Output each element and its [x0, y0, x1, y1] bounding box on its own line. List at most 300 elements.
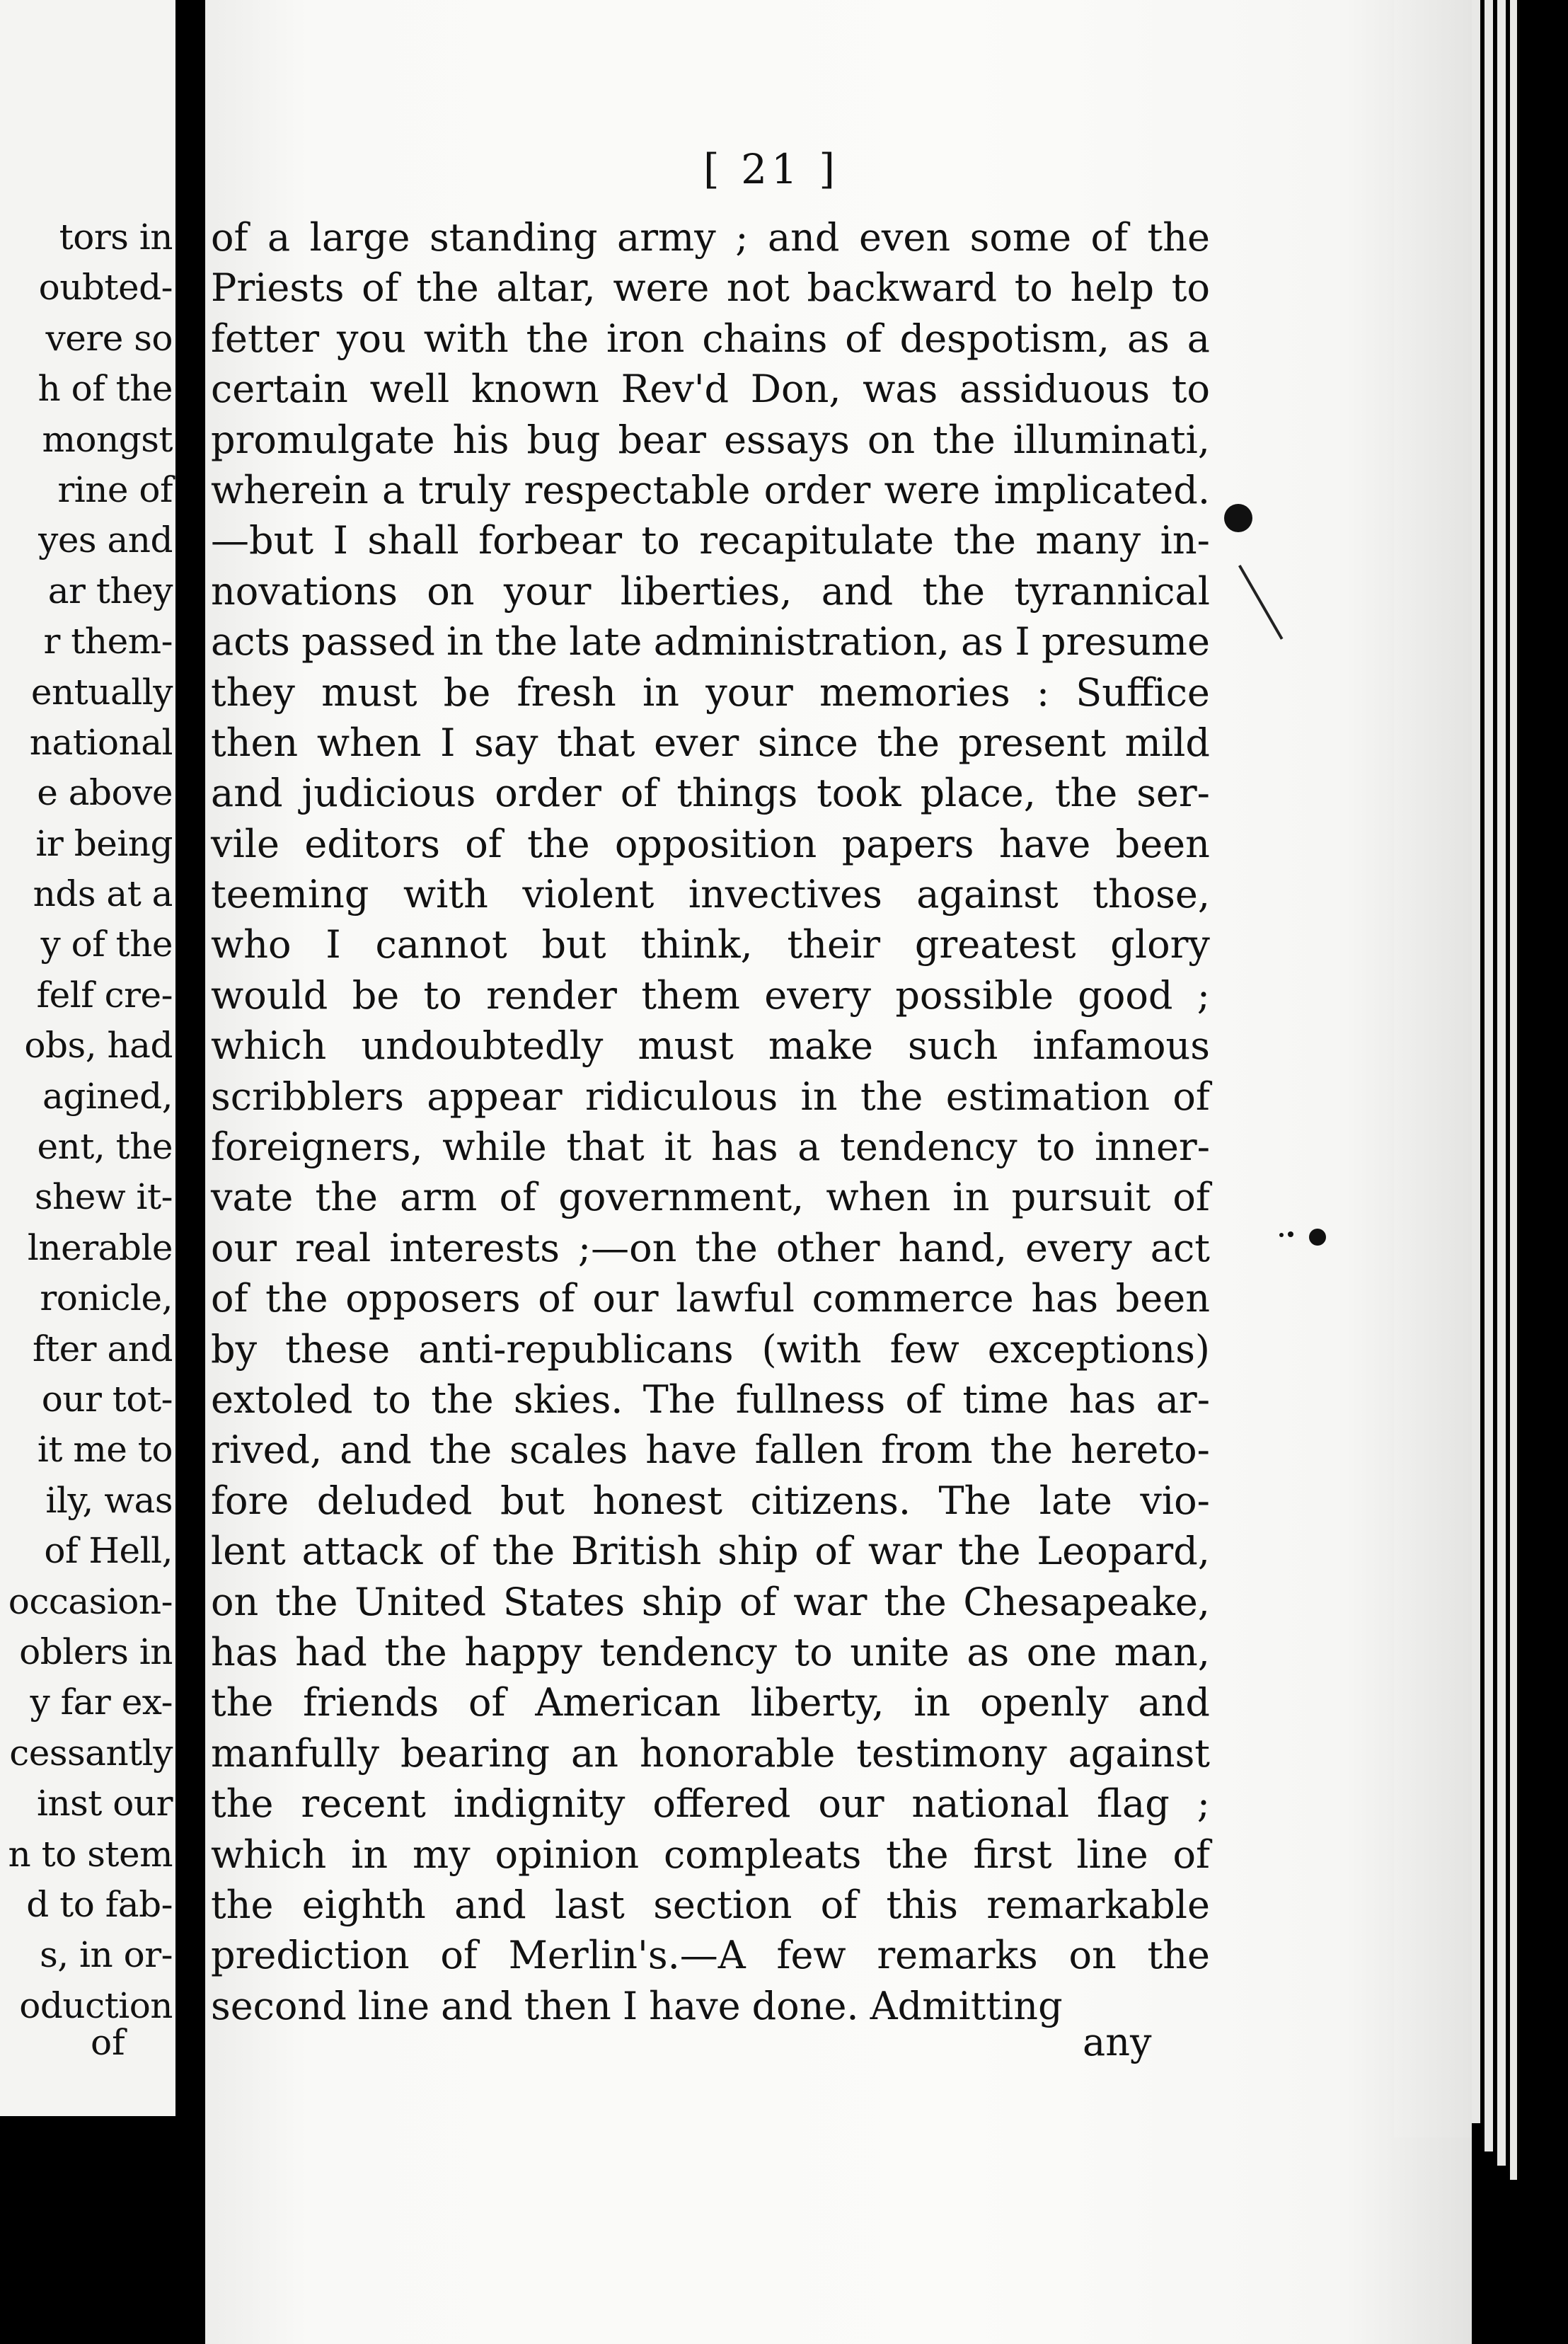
word: which [211, 1832, 327, 1877]
word: violent [522, 872, 655, 917]
word: the [877, 720, 940, 765]
word: in [913, 1680, 951, 1725]
word: they [211, 670, 295, 715]
word: judicious [301, 771, 476, 816]
word: cannot [375, 922, 507, 967]
word: that [557, 720, 635, 765]
word: and [1138, 1680, 1210, 1725]
word: indignity [453, 1781, 626, 1827]
left-page-line: our tot- [41, 1378, 173, 1420]
word: the [416, 265, 479, 311]
word: of [814, 1529, 852, 1574]
word: friends [303, 1680, 439, 1725]
ink-spot [1224, 504, 1252, 532]
word: despotism, [899, 316, 1110, 361]
word: the [211, 1781, 274, 1827]
word: of [465, 821, 502, 866]
word: been [1115, 821, 1210, 866]
word: fullness [735, 1377, 886, 1422]
word: not [726, 265, 790, 311]
word: standing [429, 215, 598, 260]
text-line [205, 1273, 1210, 1323]
left-facing-page [0, 0, 175, 2116]
left-page-line: oduction [19, 1984, 173, 2026]
word: the [492, 1529, 555, 1574]
word: as [1126, 316, 1170, 361]
word: with [403, 872, 488, 917]
left-page-line: rine of [57, 469, 173, 510]
word: (with [761, 1326, 862, 1372]
word: exceptions) [987, 1326, 1210, 1372]
word: Rev'd [621, 367, 730, 412]
word: which [211, 1023, 327, 1069]
word: interests [389, 1225, 560, 1270]
word: things [676, 771, 798, 816]
word: every [1025, 1225, 1132, 1270]
word: army [617, 215, 716, 260]
word: well [369, 367, 450, 412]
word: last [554, 1882, 625, 1927]
word: and [767, 215, 840, 260]
word: has [211, 1629, 278, 1674]
left-page-line: d to fab- [26, 1883, 173, 1925]
word: must [321, 670, 417, 715]
word: war [793, 1579, 867, 1624]
word: in [351, 1832, 388, 1877]
text-line [205, 1425, 1210, 1475]
word: United [354, 1579, 487, 1624]
word: on [427, 568, 475, 614]
word: Priests [211, 265, 345, 311]
left-page-line: e above [37, 772, 173, 814]
main-page [205, 0, 1472, 2344]
left-page-catchword: of [91, 2022, 125, 2063]
text-line [205, 1021, 1210, 1071]
word: to [1037, 1125, 1076, 1170]
text-line [205, 768, 1210, 818]
left-page-line: occasion- [8, 1580, 173, 1622]
word: Suffice [1076, 670, 1210, 715]
word: your [503, 568, 592, 614]
word: government, [558, 1175, 805, 1220]
word: of [1172, 1832, 1210, 1877]
word: opposition [614, 821, 817, 866]
word: but [500, 1478, 565, 1523]
word: prediction [211, 1933, 410, 1978]
word: were [884, 467, 981, 512]
word: large [309, 215, 410, 260]
word: teeming [211, 872, 369, 917]
word: since [757, 720, 858, 765]
word: done. [751, 1983, 859, 2028]
word: your [705, 670, 793, 715]
word: such [907, 1023, 998, 1069]
word: render [486, 972, 617, 1018]
word: of [1172, 1074, 1210, 1119]
word: place, [920, 771, 1036, 816]
word: few [889, 1326, 959, 1372]
word: lent [211, 1529, 286, 1574]
word: truly [418, 467, 511, 512]
word: ship [641, 1579, 723, 1624]
word: undoubtedly [361, 1023, 604, 1069]
text-line [205, 1324, 1210, 1374]
word: one [1026, 1629, 1097, 1674]
word: but [541, 922, 606, 967]
text-line [205, 465, 1210, 515]
word: the [315, 1175, 378, 1220]
main-text-block [205, 212, 1210, 2031]
word: of [468, 1680, 506, 1725]
word: recent [301, 1781, 426, 1827]
text-line [205, 667, 1210, 718]
page-edge-strip [1497, 0, 1506, 2166]
word: line [357, 1983, 430, 2028]
catchword: any [1083, 2020, 1152, 2064]
word: vate [211, 1175, 294, 1220]
word: an [571, 1730, 619, 1776]
word: glory [1110, 922, 1210, 967]
text-line [205, 616, 1210, 667]
left-page-line: tors in [59, 217, 173, 258]
left-page-line: y far ex- [30, 1682, 173, 1723]
word: national [911, 1781, 1070, 1827]
word: of [1172, 1175, 1210, 1220]
word: of [845, 316, 882, 361]
word: the [384, 1629, 447, 1674]
word: certain [211, 367, 348, 412]
word: few [776, 1933, 846, 1978]
word: the [265, 1276, 328, 1321]
word: the [695, 1225, 758, 1270]
word: to [372, 1377, 411, 1422]
word: the [495, 619, 558, 665]
text-line [205, 970, 1210, 1021]
word: with [423, 316, 509, 361]
word: of [820, 1882, 858, 1927]
text-line [205, 1627, 1210, 1677]
word: ship [717, 1529, 799, 1574]
left-page-line: h of the [38, 368, 173, 410]
word: implicated. [993, 467, 1210, 512]
word: the [860, 1074, 923, 1119]
word: presume [1041, 619, 1210, 665]
page-edge-strip [1510, 0, 1517, 2180]
word: have [649, 1983, 741, 2028]
left-page-line: ar they [47, 570, 173, 611]
word: say [474, 720, 538, 765]
word: of [362, 265, 399, 311]
word: the [429, 1427, 492, 1473]
word: openly [980, 1680, 1109, 1725]
left-page-line: r them- [43, 621, 173, 662]
page-edge-strip [1485, 0, 1493, 2151]
word: forbear [478, 518, 623, 563]
word: many [1035, 518, 1141, 563]
word: American [535, 1680, 721, 1725]
word: has [1068, 1377, 1136, 1422]
word: and [454, 1882, 526, 1927]
word: then [524, 1983, 611, 2028]
word: think, [640, 922, 753, 967]
stacked-page-edges [1472, 0, 1568, 2344]
word: when [826, 1175, 931, 1220]
word: vio- [1140, 1478, 1210, 1523]
word: manfully [211, 1730, 379, 1776]
word: administration, [653, 619, 950, 665]
word: the [957, 1529, 1021, 1574]
word: acts [211, 619, 290, 665]
left-page-text [0, 212, 175, 2031]
word: the [922, 568, 985, 614]
word: a [1187, 316, 1210, 361]
word: and [441, 1983, 513, 2028]
left-page-line: cessantly [9, 1732, 173, 1774]
left-page-line: s, in or- [40, 1934, 173, 1976]
word: ever [654, 720, 739, 765]
word: iron [606, 316, 685, 361]
word: deluded [316, 1478, 473, 1523]
word: The [938, 1478, 1012, 1523]
text-line [205, 566, 1210, 616]
word: has [1031, 1276, 1099, 1321]
word: against [916, 872, 1059, 917]
word: backward [807, 265, 998, 311]
word: have [998, 821, 1091, 866]
word: I [333, 518, 348, 563]
word: bug [526, 417, 601, 462]
page-number: [ 21 ] [703, 145, 839, 193]
word: of [538, 1276, 575, 1321]
word: States [502, 1579, 626, 1624]
word: late [1039, 1478, 1112, 1523]
word: real [295, 1225, 371, 1270]
word: when [316, 720, 422, 765]
word: eighth [301, 1882, 426, 1927]
book-gutter [175, 0, 205, 2344]
left-page-line: it me to [37, 1429, 173, 1471]
word: order [495, 771, 601, 816]
word: happy [464, 1629, 582, 1674]
word: their [787, 922, 881, 967]
word: the [990, 1427, 1053, 1473]
word: ; [1197, 1781, 1210, 1827]
word: Don, [750, 367, 841, 412]
word: in [642, 670, 680, 715]
left-page-line: entually [30, 671, 173, 713]
word: as [967, 1629, 1010, 1674]
word: in [446, 619, 484, 665]
left-page-line: agined, [42, 1075, 173, 1117]
word: testimony [856, 1730, 1047, 1776]
word: those, [1093, 872, 1210, 917]
word: passed [301, 619, 435, 665]
word: the [211, 1680, 274, 1725]
word: anti-republicans [418, 1326, 734, 1372]
word: remarks [877, 1933, 1038, 1978]
word: to [641, 518, 680, 563]
left-page-line: n to stem [8, 1833, 173, 1875]
word: honorable [639, 1730, 836, 1776]
text-line [205, 1172, 1210, 1222]
word: pursuit [1011, 1175, 1151, 1220]
word: honest [592, 1478, 722, 1523]
left-page-line: felf cre- [36, 974, 173, 1016]
word: hereto- [1070, 1427, 1210, 1473]
word: infamous [1032, 1023, 1210, 1069]
word: I [1015, 619, 1030, 665]
word: present [958, 720, 1106, 765]
word: the [1054, 771, 1118, 816]
word: the [211, 1882, 274, 1927]
word: tendency [840, 1125, 1018, 1170]
word: must [638, 1023, 734, 1069]
word: them [641, 972, 740, 1018]
word: the [275, 1579, 338, 1624]
word: in [952, 1175, 990, 1220]
word: first [973, 1832, 1052, 1877]
text-line [205, 718, 1210, 768]
word: you [337, 316, 406, 361]
word: were [613, 265, 710, 311]
word: lawful [676, 1276, 795, 1321]
word: skies. [513, 1377, 623, 1422]
word: these [285, 1326, 391, 1372]
word: good [1078, 972, 1173, 1018]
text-line [205, 1677, 1210, 1728]
word: have [645, 1427, 737, 1473]
text-line [205, 263, 1210, 313]
left-page-line: y of the [40, 924, 173, 965]
ink-streak [1238, 565, 1283, 640]
word: of [211, 215, 248, 260]
word: to [1171, 367, 1210, 412]
word: has [710, 1125, 778, 1170]
left-page-line: ir being [35, 822, 173, 864]
word: the [953, 518, 1016, 563]
word: appear [427, 1074, 563, 1119]
word: in- [1160, 518, 1210, 563]
word: who [211, 922, 292, 967]
word: the [933, 417, 996, 462]
word: : [1036, 670, 1050, 715]
word: promulgate [211, 417, 435, 462]
left-page-line: oblers in [19, 1631, 173, 1672]
word: bearing [400, 1730, 550, 1776]
text-line [205, 919, 1210, 970]
word: remarkable [986, 1882, 1210, 1927]
word: time [962, 1377, 1049, 1422]
word: help [1070, 265, 1155, 311]
word: fore [211, 1478, 289, 1523]
left-page-line: national [29, 721, 173, 763]
word: chains [702, 316, 828, 361]
word: possible [895, 972, 1054, 1018]
text-line [205, 1122, 1210, 1172]
word: this [886, 1882, 958, 1927]
text-line [205, 415, 1210, 465]
word: commerce [812, 1276, 1014, 1321]
text-line [205, 364, 1210, 414]
word: illuminati, [1013, 417, 1210, 462]
word: inner- [1095, 1125, 1210, 1170]
word: section [653, 1882, 792, 1927]
left-page-line: oubted- [38, 267, 173, 309]
ink-spot [1309, 1229, 1326, 1246]
text-line [205, 1728, 1210, 1779]
word: it [664, 1125, 692, 1170]
word: on [867, 417, 916, 462]
word: late [569, 619, 642, 665]
text-line [205, 515, 1210, 565]
word: make [768, 1023, 873, 1069]
text-line [205, 1476, 1210, 1526]
word: war [867, 1529, 942, 1574]
word: scribblers [211, 1074, 404, 1119]
word: of [620, 771, 658, 816]
word: wherein [211, 467, 369, 512]
word: papers [841, 821, 974, 866]
word: and [211, 771, 283, 816]
word: that [566, 1125, 645, 1170]
word: of [1090, 215, 1129, 260]
word: unite [850, 1629, 950, 1674]
word: estimation [945, 1074, 1151, 1119]
word: greatest [914, 922, 1076, 967]
word: of [499, 1175, 537, 1220]
word: would [211, 972, 328, 1018]
word: recapitulate [699, 518, 934, 563]
word: assiduous [959, 367, 1151, 412]
word: scales [509, 1427, 628, 1473]
word: be [352, 972, 400, 1018]
word: —but [211, 518, 314, 563]
word: ;—on [577, 1225, 677, 1270]
left-page-line: lnerable [27, 1226, 173, 1268]
text-line [205, 1374, 1210, 1425]
left-page-line: vere so [45, 317, 173, 359]
word: the [431, 1377, 494, 1422]
left-page-line: ent, the [37, 1126, 173, 1168]
left-page-line: ily, was [45, 1479, 173, 1521]
word: the [886, 1832, 949, 1877]
word: a [797, 1125, 821, 1170]
word: hand, [898, 1225, 1008, 1270]
word: as [961, 619, 1004, 665]
word: I [440, 720, 456, 765]
word: in [800, 1074, 838, 1119]
ink-spot [1288, 1231, 1293, 1237]
left-page-line: yes and [38, 519, 173, 561]
word: other [776, 1225, 880, 1270]
word: foreigners, [211, 1125, 423, 1170]
word: been [1115, 1276, 1210, 1321]
word: opposers [345, 1276, 521, 1321]
word: every [764, 972, 872, 1018]
word: offered [652, 1781, 791, 1827]
word: Chesapeake, [963, 1579, 1210, 1624]
word: second [211, 1983, 347, 2028]
word: known [471, 367, 599, 412]
word: tyrannical [1014, 568, 1210, 614]
word: compleats [663, 1832, 862, 1877]
word: to [794, 1629, 833, 1674]
word: invectives [688, 872, 882, 917]
word: ; [735, 215, 749, 260]
word: essays [724, 417, 850, 462]
text-line [205, 869, 1210, 919]
word: I [622, 1983, 638, 2028]
